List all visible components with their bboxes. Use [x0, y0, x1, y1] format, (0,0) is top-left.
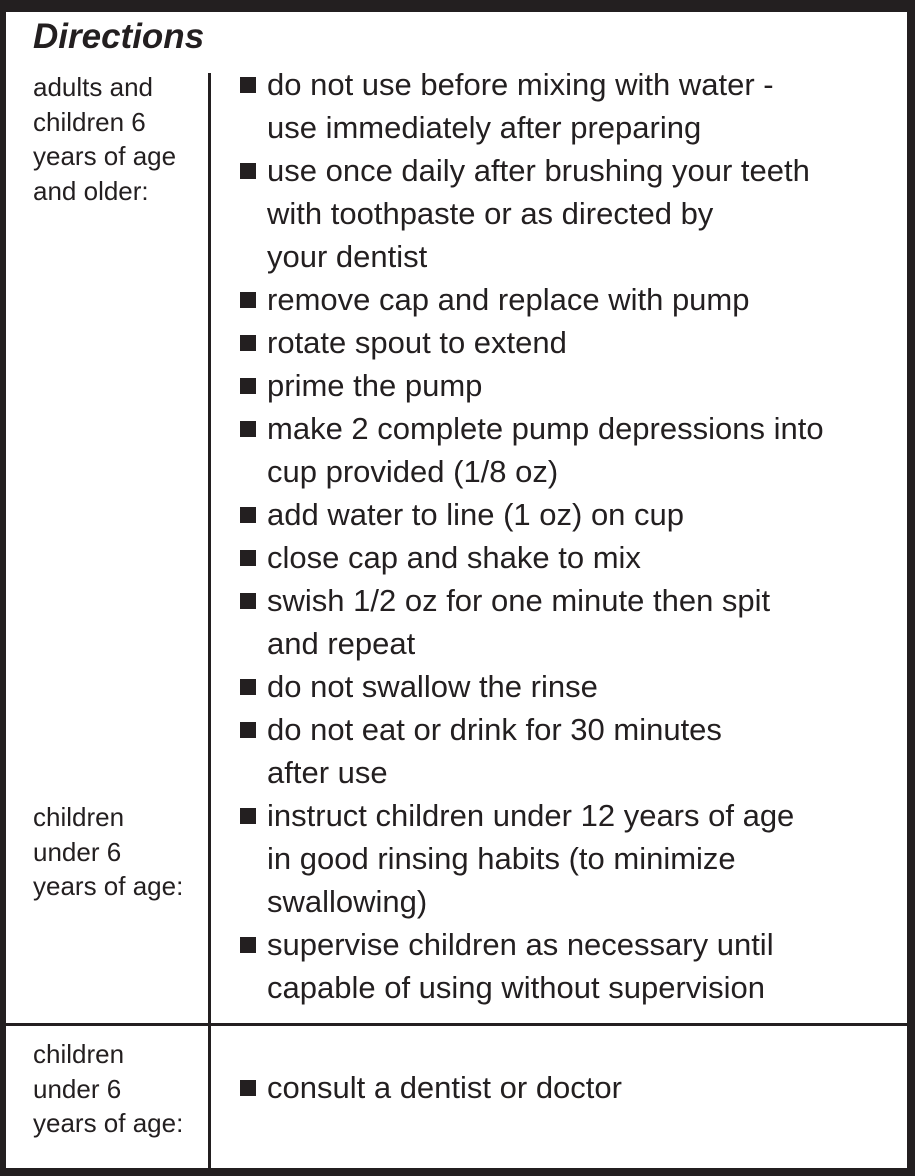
list-item-text: make 2 complete pump depressions into cup provided (1/8 oz)	[267, 411, 824, 489]
list-item-text: close cap and shake to mix	[267, 540, 641, 575]
list-item	[239, 708, 824, 794]
list-item-text: add water to line (1 oz) on cup	[267, 497, 685, 532]
directions-title: Directions	[33, 17, 205, 56]
row-divider	[6, 1023, 907, 1026]
list-item	[239, 794, 824, 923]
bullet-square-icon	[240, 679, 256, 695]
label-children-under-6: children under 6 years of age:	[33, 802, 184, 901]
list-item	[239, 665, 824, 708]
list-item-text: rotate spout to extend	[267, 325, 567, 360]
label-children-under-6-bottom: children under 6 years of age:	[33, 1039, 184, 1138]
list-item	[239, 63, 824, 149]
bullet-square-icon	[240, 163, 256, 179]
bullet-square-icon	[240, 421, 256, 437]
list-item-text: do not swallow the rinse	[267, 669, 598, 704]
bullet-square-icon	[240, 808, 256, 824]
list-item	[239, 278, 824, 321]
bullet-square-icon	[240, 937, 256, 953]
list-item	[239, 364, 824, 407]
list-item-text: instruct children under 12 years of age in good rinsing habits (to minimize swallowing)	[267, 798, 795, 919]
column-divider	[208, 73, 211, 1168]
bullet-square-icon	[240, 77, 256, 93]
list-item-text: do not use before mixing with water - use immediately after preparing	[267, 67, 774, 145]
list-item-text: consult a dentist or doctor	[267, 1070, 622, 1105]
label-adults-and-children-6-and-older: adults and children 6 years of age and older:	[33, 72, 177, 206]
list-item	[239, 1066, 622, 1109]
bullet-square-icon	[240, 1080, 256, 1096]
list-item-text: use once daily after brushing your teeth with toothpaste or as directed by your dentist	[267, 153, 810, 274]
consult-list	[239, 1066, 622, 1109]
bullet-square-icon	[240, 722, 256, 738]
list-item-text: do not eat or drink for 30 minutes after use	[267, 712, 722, 790]
directions-list	[239, 63, 824, 1009]
list-item-text: prime the pump	[267, 368, 483, 403]
bullet-square-icon	[240, 593, 256, 609]
list-item	[239, 149, 824, 278]
bullet-square-icon	[240, 335, 256, 351]
list-item	[239, 407, 824, 493]
list-item-text: swish 1/2 oz for one minute then spit and repeat	[267, 583, 771, 661]
list-item	[239, 536, 824, 579]
list-item	[239, 579, 824, 665]
bullet-square-icon	[240, 550, 256, 566]
bullet-square-icon	[240, 292, 256, 308]
list-item	[239, 493, 824, 536]
list-item	[239, 923, 824, 1009]
bullet-square-icon	[240, 378, 256, 394]
bullet-square-icon	[240, 507, 256, 523]
list-item-text: supervise children as necessary until capable of using without supervision	[267, 927, 774, 1005]
list-item	[239, 321, 824, 364]
list-item-text: remove cap and replace with pump	[267, 282, 750, 317]
